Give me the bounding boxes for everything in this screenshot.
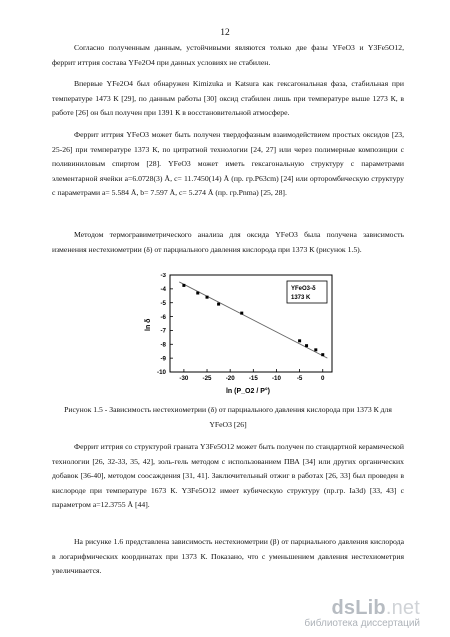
y-axis-label: ln δ xyxy=(145,318,152,331)
nonstoichiometry-chart xyxy=(140,273,340,398)
data-point xyxy=(196,292,199,295)
y-tick-label: -5 xyxy=(160,299,166,307)
data-point xyxy=(240,312,243,315)
y-tick-label: -8 xyxy=(160,341,166,349)
paragraph-2: Впервые YFe2O4 был обнаружен Kimizuka и Katsura как гексагональная фаза, стабильная при температуре 1473 К [29], по данным работы [30] оксид стабилен лишь при температуре выше 1273 К, в работе [26] он был получен при 1391 К в восстановительной атмосфере. xyxy=(52,79,404,118)
paragraph-3: Феррит иттрия YFeO3 может быть получен твердофазным взаимодействием простых оксидов [23, 25-26] при температуре 1373 К, по цитратной технологии [24, 27] или через полимерные композиции с поливиниловым спиртом [28]. YFeO3 может иметь гексагональную структуру с параметрами элементарной ячейки a=6.0728(3) Å, c= 11.7450(14) Å (пр. гр.P63cm) [24] или орторомбическую структуру с параметрами a= 5.584 Å, b= 7.597 Å, c= 5.274 Å (пр. гр.Pnma) [25, 28]. xyxy=(52,130,404,198)
x-axis-label: ln (P_O2 / P°) xyxy=(225,388,271,395)
data-point xyxy=(206,296,209,299)
data-point xyxy=(182,284,185,287)
y-tick-label: -6 xyxy=(160,313,166,321)
x-tick-label: -20 xyxy=(225,375,235,382)
legend-line-2: 1373 K xyxy=(291,295,311,301)
x-tick-label: -5 xyxy=(296,375,303,382)
x-tick-label: -30 xyxy=(179,375,189,382)
data-point xyxy=(321,353,324,356)
y-tick-label: -10 xyxy=(157,369,166,377)
legend-line-1: YFeO3-δ xyxy=(291,286,316,292)
y-tick-label: -7 xyxy=(160,327,166,335)
paragraph-1: Согласно полученным данным, устойчивыми являются только две фазы YFeO3 и Y3Fe5O12, феррит иттрия состава YFe2O4 при данных условиях не стабилен. xyxy=(52,43,404,67)
watermark xyxy=(304,597,420,629)
x-tick-label: -15 xyxy=(248,375,258,382)
data-point xyxy=(305,344,308,347)
y-tick-label: -9 xyxy=(160,355,166,363)
paragraph-4: Методом термогравиметрического анализа для оксида YFeO3 была получена зависимость изменения нестехиометрии (δ) от парциального давления кислорода при 1373 К (рисунок 1.5). xyxy=(52,230,404,254)
x-tick-label: 0 xyxy=(321,375,325,382)
page-number: 12 xyxy=(220,28,230,38)
data-point xyxy=(217,303,220,306)
x-tick-label: -25 xyxy=(202,375,212,382)
figure-caption: Рисунок 1.5 - Зависимость нестехиометрии (δ) от парциального давления кислорода при 1373 К для YFeO3 [26] xyxy=(64,405,392,429)
data-point xyxy=(298,339,301,342)
x-tick-label: -10 xyxy=(271,375,281,382)
watermark-subtitle: библиотека диссертаций xyxy=(304,618,420,629)
y-tick-label: -3 xyxy=(160,273,166,280)
paragraph-6: На рисунке 1.6 представлена зависимость нестехиометрии (β) от парциального давления кислорода в логарифмических координатах при 1373 К. Показано, что с уменьшением давления нестехиометрия увеличивается. xyxy=(52,537,404,576)
watermark-logo: dsLib.net xyxy=(331,597,420,619)
data-point xyxy=(314,348,317,351)
paragraph-5: Феррит иттрия со структурой граната Y3Fe5O12 может быть получен по стандартной керамической технологии [26, 32-33, 35, 42], золь-гель методом с использованием ПВА [34] или других органических добавок [36-40], методом соосаждения [31, 41]. Заключительный отжиг в работах [26, 33] был проведен в кислороде при температуре 1673 К. Y3Fe5O12 имеет кубическую структуру (пр.гр. Ia3d) [33, 43] с параметром a=12.3755 Å [44]. xyxy=(52,442,404,510)
y-tick-label: -4 xyxy=(160,286,166,294)
